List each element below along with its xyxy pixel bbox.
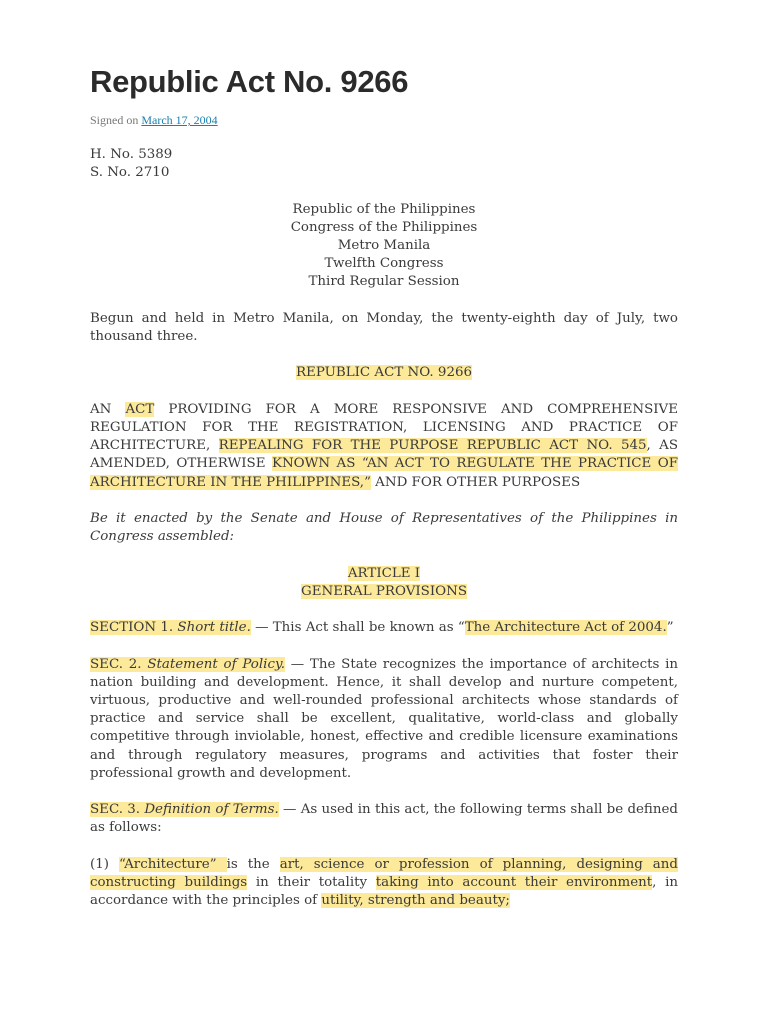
section-text: — This Act shall be known as “ <box>250 620 465 636</box>
section-number: SEC. 2. <box>90 656 142 672</box>
definition-term: “Architecture” <box>119 856 227 872</box>
act-text: , AS AMENDED, OTHERWISE <box>90 438 678 472</box>
section-number: SEC. 3. <box>90 802 141 818</box>
act-text: AN <box>90 401 126 417</box>
congress-header <box>90 201 678 292</box>
senate-bill-number: S. No. 2710 <box>90 165 170 181</box>
definition-highlight: utility, strength and beauty; <box>321 893 510 909</box>
act-highlight: KNOWN AS “AN ACT TO REGULATE THE PRACTICE OF ARCHITECTURE IN THE PHILIPPINES,” <box>90 456 678 490</box>
section-text: — The State recognizes the importance of architects in nation building and development. Hence, it shall develop and nurture competent, virtuous, productive and well-rounded professional architects whose standards of practice and service shall be excellent, qualitative, world-class and globally competitive through inviolable, honest, effective and credible licensure examinations and through regulatory measures, programs and activities that foster their professional growth and development. <box>90 656 678 781</box>
section-title: Definition of Terms. <box>144 802 279 818</box>
act-text: AND FOR OTHER PURPOSES <box>370 474 581 490</box>
begun-paragraph: Begun and held in Metro Manila, on Monday, the twenty-eighth day of July, two thousand three. <box>90 310 678 344</box>
section-1 <box>90 619 678 637</box>
page-title: Republic Act No. 9266 <box>90 64 409 99</box>
act-text: PROVIDING FOR A MORE RESPONSIVE AND COMPREHENSIVE REGULATION FOR THE REGISTRATION, LICENSING AND PRACTICE OF ARCHITECTURE, <box>90 401 678 454</box>
header-line: Metro Manila <box>337 238 431 253</box>
section-label <box>90 620 251 635</box>
section-text: — As used in this act, the following terms shall be defined as follows: <box>90 802 678 836</box>
section-title: Short title. <box>177 620 251 636</box>
signed-date-link[interactable]: March 17, 2004 <box>141 113 218 127</box>
header-line: Third Regular Session <box>308 274 460 290</box>
house-bill-number: H. No. 5389 <box>90 147 173 162</box>
section-number: SECTION 1. <box>90 620 174 636</box>
section-2 <box>90 656 678 783</box>
definition-text: is the <box>226 856 280 872</box>
ra-heading <box>90 364 678 382</box>
header-line: Republic of the Philippines <box>292 201 476 217</box>
header-line: Twelfth Congress <box>324 256 444 272</box>
ra-heading-text: REPUBLIC ACT NO. 9266 <box>295 365 473 381</box>
article-number: ARTICLE I <box>347 565 421 581</box>
article-name: GENERAL PROVISIONS <box>301 583 467 599</box>
short-title-highlight: The Architecture Act of 2004. <box>464 620 667 636</box>
signed-prefix: Signed on <box>90 113 142 127</box>
definition-1 <box>90 856 678 911</box>
definition-number: (1) <box>90 856 119 872</box>
definition-text: in their totality <box>247 874 376 890</box>
bill-numbers <box>90 146 678 182</box>
act-title-paragraph <box>90 401 678 492</box>
section-label <box>90 657 285 672</box>
section-label <box>90 802 279 817</box>
article-heading <box>90 565 678 601</box>
enacting-clause: Be it enacted by the Senate and House of Representatives of the Philippines in Congress assembled: <box>90 510 678 545</box>
signed-line <box>90 111 678 129</box>
definition-highlight: art, science or profession of planning, designing and constructing buildings <box>90 856 678 890</box>
definition-highlight: taking into account their environment <box>375 874 653 890</box>
document-page <box>90 62 678 910</box>
section-title: Statement of Policy. <box>147 656 285 672</box>
definition-text: , in accordance with the principles of <box>90 874 678 909</box>
act-highlight: ACT <box>125 401 155 417</box>
section-text: ” <box>666 620 674 636</box>
header-line: Congress of the Philippines <box>290 219 478 235</box>
section-3 <box>90 801 678 837</box>
act-highlight: REPEALING FOR THE PURPOSE REPUBLIC ACT NO. 545 <box>218 438 647 454</box>
